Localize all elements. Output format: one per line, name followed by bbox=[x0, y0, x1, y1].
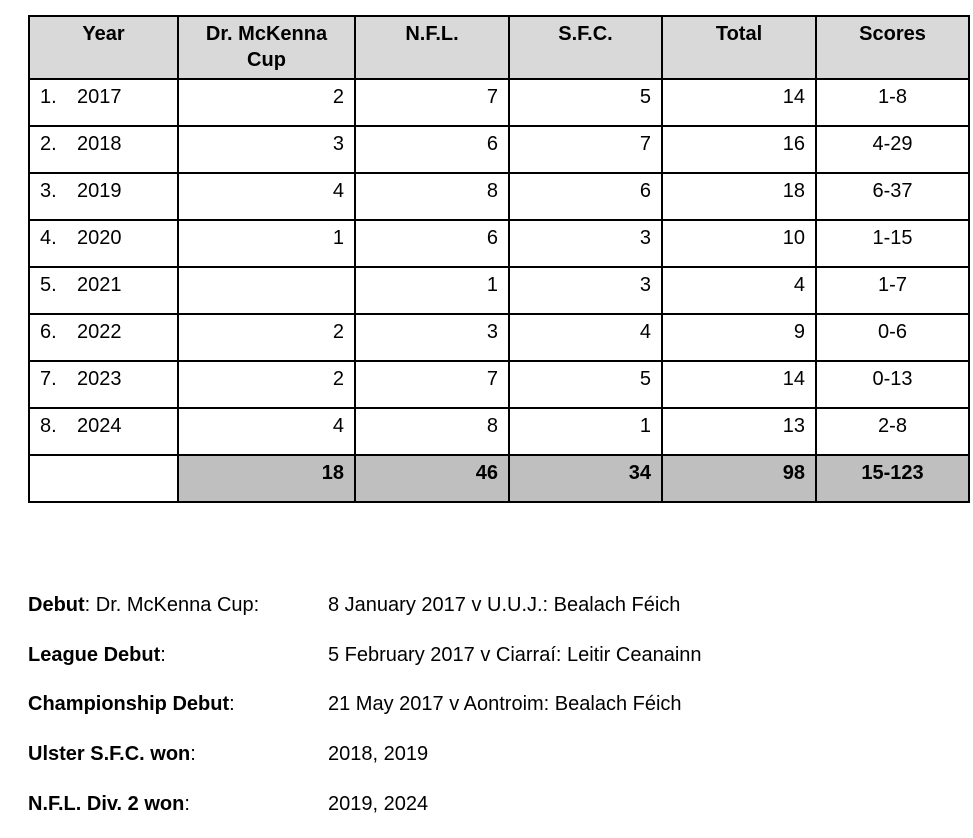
table-row bbox=[29, 173, 969, 220]
table-row bbox=[29, 314, 969, 361]
row-year: 2022 bbox=[77, 321, 122, 343]
row-year: 2023 bbox=[77, 368, 122, 390]
sfc-cell: 4 bbox=[509, 314, 662, 361]
nfl-cell: 7 bbox=[355, 79, 509, 126]
stats-table bbox=[28, 15, 970, 503]
table-row bbox=[29, 79, 969, 126]
row-index: 5. bbox=[40, 274, 57, 296]
header-year: Year bbox=[29, 16, 178, 79]
sfc-cell: 5 bbox=[509, 361, 662, 408]
year-cell bbox=[29, 408, 178, 455]
header-nfl: N.F.L. bbox=[355, 16, 509, 79]
total-cup: 18 bbox=[178, 455, 355, 502]
row-year: 2020 bbox=[77, 227, 122, 249]
nfl-cell: 6 bbox=[355, 220, 509, 267]
scores-cell: 1-8 bbox=[816, 79, 969, 126]
cup-cell: 2 bbox=[178, 79, 355, 126]
info-label-bold: N.F.L. Div. 2 won bbox=[28, 792, 185, 815]
info-label bbox=[28, 689, 328, 739]
cup-cell: 1 bbox=[178, 220, 355, 267]
row-year: 2024 bbox=[77, 415, 122, 437]
year-cell bbox=[29, 267, 178, 314]
table-row bbox=[29, 361, 969, 408]
header-row bbox=[29, 16, 969, 79]
scores-cell: 0-6 bbox=[816, 314, 969, 361]
info-label-rest: : bbox=[160, 643, 166, 666]
row-index: 4. bbox=[40, 227, 57, 249]
info-label-rest: : bbox=[229, 693, 235, 716]
table-row bbox=[29, 126, 969, 173]
info-label bbox=[28, 739, 328, 789]
info-value: 5 February 2017 v Ciarraí: Leitir Ceanainn bbox=[328, 643, 702, 666]
info-value: 8 January 2017 v U.U.J.: Bealach Féich bbox=[328, 594, 681, 616]
table-row bbox=[29, 220, 969, 267]
year-cell bbox=[29, 173, 178, 220]
sfc-cell: 5 bbox=[509, 79, 662, 126]
scores-cell: 1-7 bbox=[816, 267, 969, 314]
row-year: 2018 bbox=[77, 133, 122, 155]
total-cell: 13 bbox=[662, 408, 816, 455]
scores-cell: 0-13 bbox=[816, 361, 969, 408]
total-nfl: 46 bbox=[355, 455, 509, 502]
header-cup: Dr. McKenna Cup bbox=[178, 16, 355, 79]
cup-cell: 2 bbox=[178, 361, 355, 408]
year-cell bbox=[29, 79, 178, 126]
row-index: 7. bbox=[40, 368, 57, 390]
info-label-bold: League Debut bbox=[28, 643, 161, 666]
year-cell bbox=[29, 314, 178, 361]
cup-cell: 4 bbox=[178, 173, 355, 220]
total-sfc: 34 bbox=[509, 455, 662, 502]
row-index: 2. bbox=[40, 133, 57, 155]
info-value: 2019, 2024 bbox=[328, 792, 429, 815]
info-label-bold: Championship Debut bbox=[28, 693, 230, 716]
total-cell: 4 bbox=[662, 267, 816, 314]
info-row bbox=[28, 739, 702, 789]
info-label bbox=[28, 640, 328, 690]
row-year: 2019 bbox=[77, 180, 122, 202]
header-scores: Scores bbox=[816, 16, 969, 79]
total-cell: 14 bbox=[662, 79, 816, 126]
sfc-cell: 6 bbox=[509, 173, 662, 220]
total-cell: 18 bbox=[662, 173, 816, 220]
info-label-bold: Debut bbox=[28, 594, 85, 616]
info-row bbox=[28, 640, 702, 690]
info-label-rest: : Dr. McKenna Cup: bbox=[84, 594, 260, 616]
table-row bbox=[29, 408, 969, 455]
info-row bbox=[28, 789, 702, 838]
info-row bbox=[28, 590, 702, 640]
header-sfc: S.F.C. bbox=[509, 16, 662, 79]
info-label bbox=[28, 590, 328, 640]
table-row bbox=[29, 267, 969, 314]
cup-cell: 2 bbox=[178, 314, 355, 361]
cup-cell: 4 bbox=[178, 408, 355, 455]
total-total: 98 bbox=[662, 455, 816, 502]
total-scores: 15-123 bbox=[816, 455, 969, 502]
sfc-cell: 1 bbox=[509, 408, 662, 455]
info-label-bold: Ulster S.F.C. won bbox=[28, 743, 191, 766]
info-label bbox=[28, 789, 328, 838]
info-label-rest: : bbox=[184, 792, 190, 815]
sfc-cell: 3 bbox=[509, 267, 662, 314]
row-index: 3. bbox=[40, 180, 57, 202]
sfc-cell: 7 bbox=[509, 126, 662, 173]
row-year: 2021 bbox=[77, 274, 122, 296]
scores-cell: 4-29 bbox=[816, 126, 969, 173]
scores-cell: 6-37 bbox=[816, 173, 969, 220]
cup-cell: 3 bbox=[178, 126, 355, 173]
totals-blank-cell bbox=[29, 455, 178, 502]
header-total: Total bbox=[662, 16, 816, 79]
nfl-cell: 8 bbox=[355, 408, 509, 455]
row-index: 8. bbox=[40, 415, 57, 437]
info-value: 2018, 2019 bbox=[328, 743, 429, 766]
career-info bbox=[28, 590, 702, 838]
sfc-cell: 3 bbox=[509, 220, 662, 267]
info-label-rest: : bbox=[190, 743, 196, 766]
scores-cell: 1-15 bbox=[816, 220, 969, 267]
nfl-cell: 3 bbox=[355, 314, 509, 361]
year-cell bbox=[29, 220, 178, 267]
nfl-cell: 7 bbox=[355, 361, 509, 408]
total-cell: 9 bbox=[662, 314, 816, 361]
nfl-cell: 6 bbox=[355, 126, 509, 173]
row-index: 1. bbox=[40, 86, 57, 108]
total-cell: 14 bbox=[662, 361, 816, 408]
totals-row bbox=[29, 455, 969, 502]
info-value: 21 May 2017 v Aontroim: Bealach Féich bbox=[328, 693, 682, 716]
nfl-cell: 1 bbox=[355, 267, 509, 314]
year-cell bbox=[29, 126, 178, 173]
cup-cell bbox=[178, 267, 355, 314]
row-year: 2017 bbox=[77, 86, 122, 108]
total-cell: 16 bbox=[662, 126, 816, 173]
nfl-cell: 8 bbox=[355, 173, 509, 220]
info-row bbox=[28, 689, 702, 739]
row-index: 6. bbox=[40, 321, 57, 343]
year-cell bbox=[29, 361, 178, 408]
scores-cell: 2-8 bbox=[816, 408, 969, 455]
total-cell: 10 bbox=[662, 220, 816, 267]
